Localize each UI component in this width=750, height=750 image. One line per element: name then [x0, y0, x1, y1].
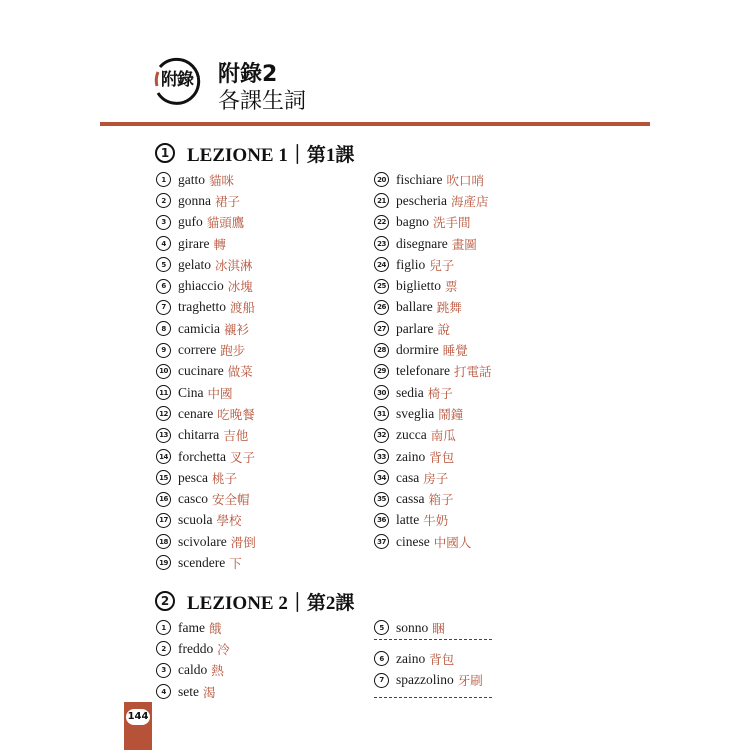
item-number: 19 — [156, 555, 171, 570]
chinese-gloss: 渡船 — [229, 301, 255, 316]
italian-word: gufo — [178, 214, 203, 230]
vocab-item — [156, 488, 346, 509]
vocab-item — [156, 425, 346, 446]
item-number: 28 — [374, 343, 389, 358]
blank-line — [374, 697, 492, 698]
chinese-gloss: 餓 — [208, 621, 222, 636]
vocab-item — [374, 648, 564, 669]
chinese-gloss: 背包 — [429, 652, 455, 667]
item-number: 16 — [156, 492, 171, 507]
item-number: 31 — [374, 406, 389, 421]
chinese-gloss: 票 — [445, 280, 458, 295]
item-number: 8 — [156, 321, 171, 336]
chinese-gloss: 中國 — [207, 386, 233, 401]
italian-word: camicia — [178, 320, 220, 336]
item-number: 2 — [156, 193, 171, 208]
italian-word: traghetto — [178, 299, 226, 315]
italian-word: sonno — [396, 619, 429, 635]
chinese-gloss: 鬧鐘 — [438, 407, 464, 422]
vocab-item — [374, 403, 564, 424]
chinese-gloss: 貓頭鷹 — [206, 216, 245, 231]
italian-word: figlio — [396, 256, 426, 272]
item-number: 5 — [374, 620, 389, 635]
lesson-2-number: 2 — [155, 591, 175, 611]
item-number: 3 — [156, 663, 171, 678]
vocab-item — [156, 361, 346, 382]
italian-word: sedia — [396, 384, 424, 400]
lesson-1-number: 1 — [155, 143, 175, 163]
vocab-item — [374, 254, 564, 275]
item-number: 30 — [374, 385, 389, 400]
item-number: 12 — [156, 406, 171, 421]
chinese-gloss: 牛奶 — [423, 514, 449, 529]
italian-word: correre — [178, 342, 217, 358]
chinese-gloss: 下 — [229, 556, 242, 571]
chinese-gloss: 背包 — [429, 450, 455, 465]
page-number: 144 — [126, 709, 150, 725]
chinese-gloss: 叉子 — [229, 450, 255, 465]
italian-word: gonna — [178, 192, 211, 208]
item-number: 21 — [374, 193, 389, 208]
italian-word: girare — [178, 235, 210, 251]
item-number: 33 — [374, 449, 389, 464]
italian-word: disegnare — [396, 235, 448, 251]
italian-word: bagno — [396, 214, 429, 230]
chinese-gloss: 中國人 — [433, 535, 472, 550]
vocab-item — [374, 510, 564, 531]
lesson-2-column-right — [374, 617, 564, 691]
chinese-gloss: 箱子 — [428, 493, 454, 508]
italian-word: casco — [178, 491, 208, 507]
italian-word: ballare — [396, 299, 433, 315]
chinese-gloss: 跑步 — [220, 344, 246, 359]
italian-word: fame — [178, 619, 205, 635]
vocab-item — [156, 318, 346, 339]
italian-word: sveglia — [396, 405, 435, 421]
chinese-gloss: 安全帽 — [211, 493, 250, 508]
vocab-item — [374, 488, 564, 509]
item-number: 6 — [156, 279, 171, 294]
chinese-gloss: 畫圖 — [451, 237, 477, 252]
item-number: 26 — [374, 300, 389, 315]
chinese-gloss: 轉 — [213, 237, 226, 252]
header-divider — [100, 122, 650, 126]
italian-word: chitarra — [178, 427, 220, 443]
vocab-item — [156, 275, 346, 296]
item-number: 13 — [156, 428, 171, 443]
italian-word: latte — [396, 512, 420, 528]
italian-word: gatto — [178, 171, 205, 187]
lesson-1-column-right — [374, 169, 564, 552]
vocab-item — [374, 339, 564, 360]
chinese-gloss: 吹口哨 — [446, 173, 484, 188]
appendix-subtitle: 各課生詞 — [218, 89, 307, 114]
chinese-gloss: 睡覺 — [442, 344, 468, 359]
vocab-item — [374, 233, 564, 254]
lesson-1-title: LEZIONE 1｜第1課 — [187, 144, 355, 166]
vocab-item — [156, 681, 346, 702]
item-number: 4 — [156, 684, 171, 699]
italian-word: scendere — [178, 554, 226, 570]
lesson-2-heading — [155, 589, 354, 613]
vocab-item — [156, 660, 346, 681]
italian-word: telefonare — [396, 363, 450, 379]
item-number: 18 — [156, 534, 171, 549]
item-number: 27 — [374, 321, 389, 336]
item-number: 5 — [156, 257, 171, 272]
item-number: 25 — [374, 279, 389, 294]
italian-word: casa — [396, 469, 420, 485]
chinese-gloss: 學校 — [216, 514, 242, 529]
italian-word: freddo — [178, 640, 214, 656]
vocab-item — [374, 670, 564, 691]
chinese-gloss: 滑倒 — [230, 535, 256, 550]
chinese-gloss: 海產店 — [450, 194, 489, 209]
item-number: 34 — [374, 470, 389, 485]
italian-word: sete — [178, 683, 199, 699]
vocab-item — [156, 552, 346, 573]
chinese-gloss: 冰塊 — [227, 280, 253, 295]
italian-word: pescheria — [396, 192, 447, 208]
italian-word: dormire — [396, 342, 439, 358]
chinese-gloss: 冰淇淋 — [215, 258, 253, 273]
vocab-item — [156, 254, 346, 275]
chinese-gloss: 吃晚餐 — [217, 407, 255, 422]
vocab-item — [156, 382, 346, 403]
chinese-gloss: 說 — [437, 322, 450, 337]
vocab-item — [156, 233, 346, 254]
vocab-item — [156, 339, 346, 360]
italian-word: scivolare — [178, 533, 227, 549]
blank-line — [374, 639, 492, 640]
italian-word: spazzolino — [396, 672, 454, 688]
item-number: 36 — [374, 513, 389, 528]
item-number: 29 — [374, 364, 389, 379]
vocab-item — [374, 382, 564, 403]
chinese-gloss: 渴 — [203, 685, 216, 700]
chinese-gloss: 打電話 — [453, 365, 492, 380]
vocab-item — [374, 318, 564, 339]
vocab-item — [374, 531, 564, 552]
item-number: 1 — [156, 620, 171, 635]
item-number: 37 — [374, 534, 389, 549]
vocab-item — [156, 446, 346, 467]
item-number: 35 — [374, 492, 389, 507]
vocab-item — [374, 275, 564, 296]
item-number: 10 — [156, 364, 171, 379]
item-number: 32 — [374, 428, 389, 443]
item-number: 7 — [156, 300, 171, 315]
item-number: 24 — [374, 257, 389, 272]
item-number: 15 — [156, 470, 171, 485]
chinese-gloss: 兒子 — [429, 258, 455, 273]
item-number: 23 — [374, 236, 389, 251]
chinese-gloss: 吉他 — [223, 429, 249, 444]
appendix-badge — [152, 55, 202, 105]
vocab-item — [374, 212, 564, 233]
item-number: 9 — [156, 343, 171, 358]
vocab-item — [374, 446, 564, 467]
item-number: 6 — [374, 651, 389, 666]
vocab-item — [374, 425, 564, 446]
vocab-item — [156, 297, 346, 318]
item-number: 14 — [156, 449, 171, 464]
chinese-gloss: 牙刷 — [457, 674, 483, 689]
vocab-item — [374, 297, 564, 318]
item-number: 22 — [374, 215, 389, 230]
vocab-item — [374, 617, 564, 638]
vocab-item — [156, 531, 346, 552]
chinese-gloss: 睏 — [432, 621, 445, 636]
italian-word: Cina — [178, 384, 204, 400]
italian-word: cenare — [178, 405, 214, 421]
italian-word: zaino — [396, 448, 426, 464]
italian-word: ghiaccio — [178, 278, 224, 294]
italian-word: parlare — [396, 320, 434, 336]
vocab-item — [156, 617, 346, 638]
italian-word: cinese — [396, 533, 430, 549]
vocab-item — [156, 510, 346, 531]
vocab-item — [156, 467, 346, 488]
italian-word: forchetta — [178, 448, 226, 464]
lesson-1-heading — [155, 141, 354, 165]
chinese-gloss: 冷 — [217, 642, 230, 657]
lesson-1-column-left — [156, 169, 346, 574]
italian-word: pesca — [178, 469, 208, 485]
chinese-gloss: 洗手間 — [433, 216, 471, 231]
chinese-gloss: 襯衫 — [223, 322, 249, 337]
item-number: 17 — [156, 513, 171, 528]
vocab-item — [156, 403, 346, 424]
italian-word: cucinare — [178, 363, 224, 379]
chinese-gloss: 跳舞 — [436, 301, 462, 316]
vocab-item — [156, 638, 346, 659]
item-number: 4 — [156, 236, 171, 251]
vocab-item — [374, 190, 564, 211]
italian-word: caldo — [178, 662, 208, 678]
lesson-2-column-left — [156, 617, 346, 702]
chinese-gloss: 南瓜 — [430, 429, 456, 444]
italian-word: zaino — [396, 650, 426, 666]
vocab-item — [156, 169, 346, 190]
vocab-item — [374, 169, 564, 190]
italian-word: biglietto — [396, 278, 441, 294]
chinese-gloss: 桃子 — [211, 471, 237, 486]
item-number: 1 — [156, 172, 171, 187]
item-number: 7 — [374, 673, 389, 688]
italian-word: fischiare — [396, 171, 443, 187]
chinese-gloss: 熱 — [211, 664, 224, 679]
item-number: 2 — [156, 641, 171, 656]
item-number: 11 — [156, 385, 171, 400]
chinese-gloss: 做菜 — [227, 365, 253, 380]
lesson-2-title: LEZIONE 2｜第2課 — [187, 592, 355, 614]
vocab-item — [374, 361, 564, 382]
badge-text: 附錄 — [161, 70, 193, 90]
item-number: 3 — [156, 215, 171, 230]
vocab-item — [374, 467, 564, 488]
italian-word: zucca — [396, 427, 427, 443]
chinese-gloss: 裙子 — [215, 194, 241, 209]
italian-word: gelato — [178, 256, 211, 272]
italian-word: scuola — [178, 512, 213, 528]
chinese-gloss: 房子 — [423, 471, 449, 486]
italian-word: cassa — [396, 491, 425, 507]
chinese-gloss: 椅子 — [427, 386, 453, 401]
appendix-label: 附錄2 — [218, 62, 278, 87]
chinese-gloss: 貓咪 — [209, 173, 235, 188]
vocab-item — [156, 212, 346, 233]
item-number: 20 — [374, 172, 389, 187]
vocab-item — [156, 190, 346, 211]
